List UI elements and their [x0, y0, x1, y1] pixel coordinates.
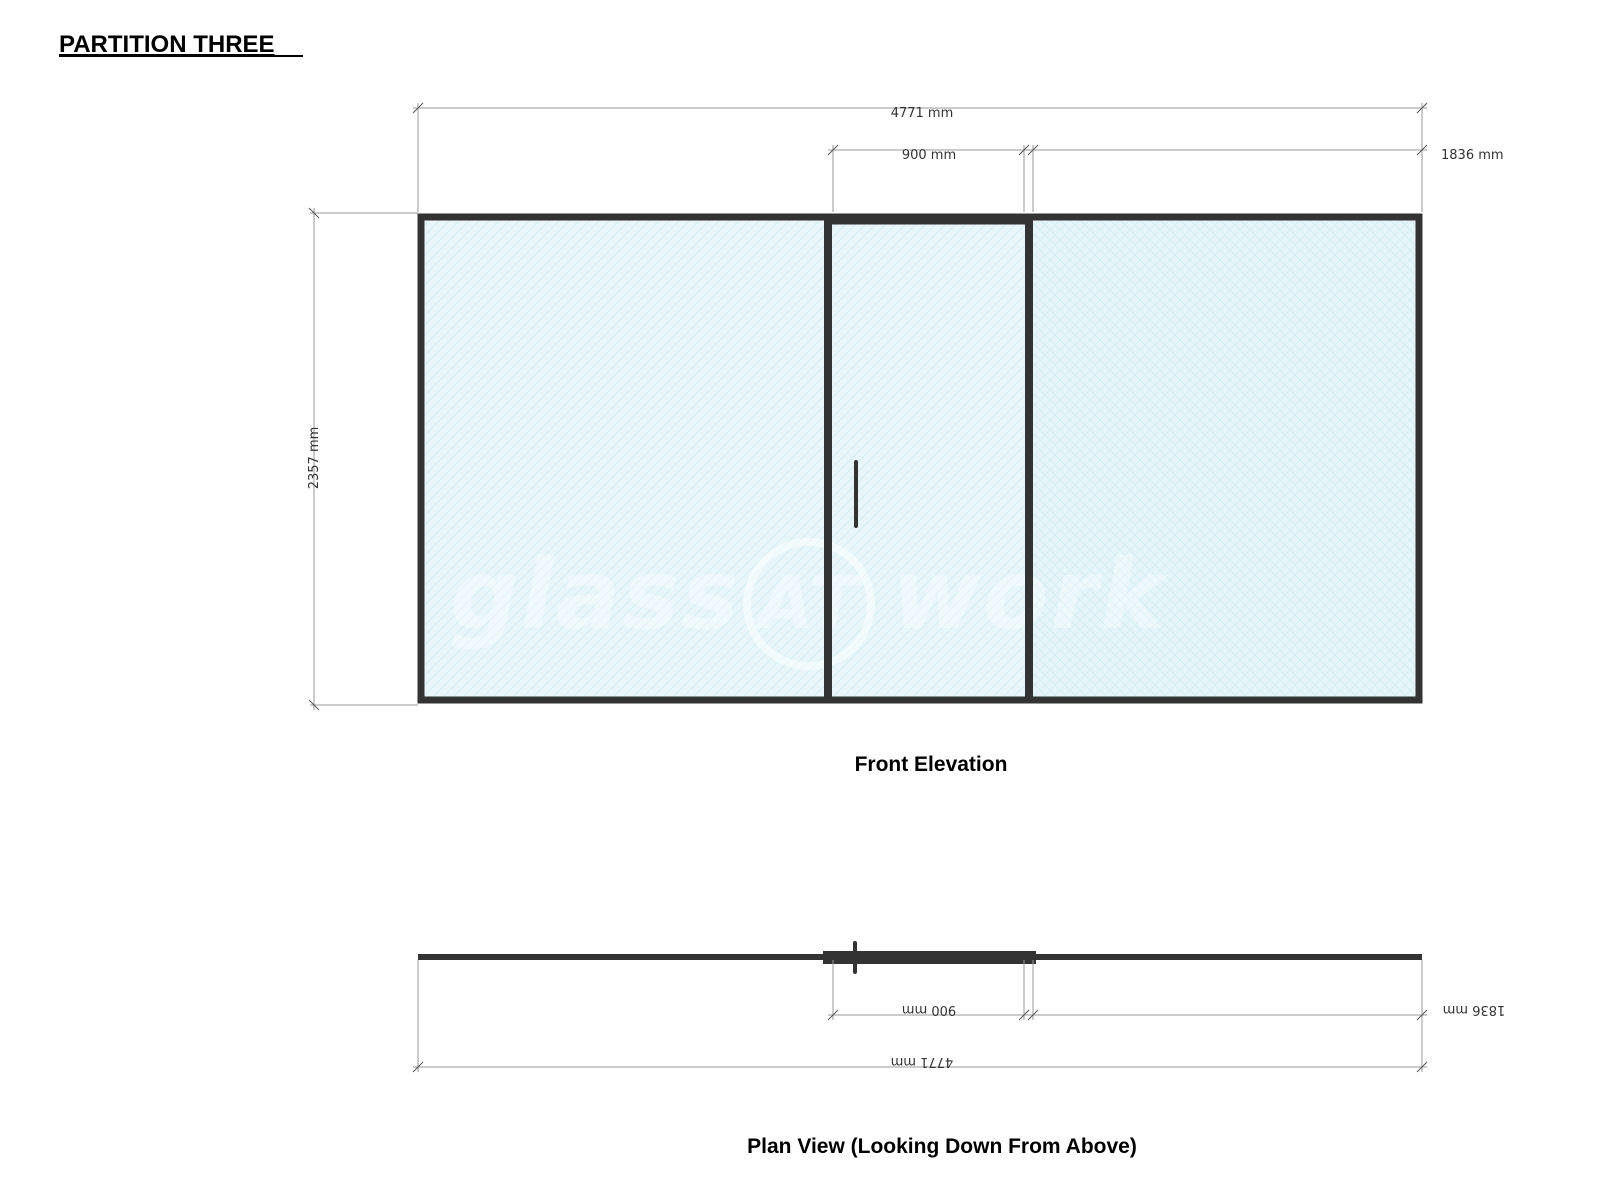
plan-overall-width-label: 4771 mm	[890, 1054, 954, 1069]
right-panel-width-dimension	[1028, 145, 1504, 212]
front-elevation	[307, 103, 1504, 776]
plan-right-panel-width-label: 1836 mm	[1442, 1002, 1506, 1017]
watermark-circle-text: AT	[758, 561, 860, 645]
height-dimension	[307, 208, 418, 710]
overall-width-label: 4771 mm	[890, 106, 954, 121]
plan-view	[413, 943, 1505, 1158]
plan-right-panel-width-dimension	[1028, 960, 1505, 1020]
page-title: PARTITION THREE	[59, 31, 275, 58]
door-width-label: 900 mm	[901, 148, 957, 163]
front-elevation-caption: Front Elevation	[854, 753, 1008, 776]
watermark-left: glass	[450, 539, 741, 651]
plan-door-width-label: 900 mm	[901, 1002, 957, 1017]
right-panel-width-label: 1836 mm	[1441, 148, 1504, 163]
watermark-right: work	[892, 539, 1166, 651]
height-label: 2357 mm	[307, 426, 322, 490]
door-width-dimension	[828, 145, 1029, 212]
plan-view-caption: Plan View (Looking Down From Above)	[747, 1135, 1137, 1158]
plan-door-width-dimension	[828, 960, 1029, 1020]
